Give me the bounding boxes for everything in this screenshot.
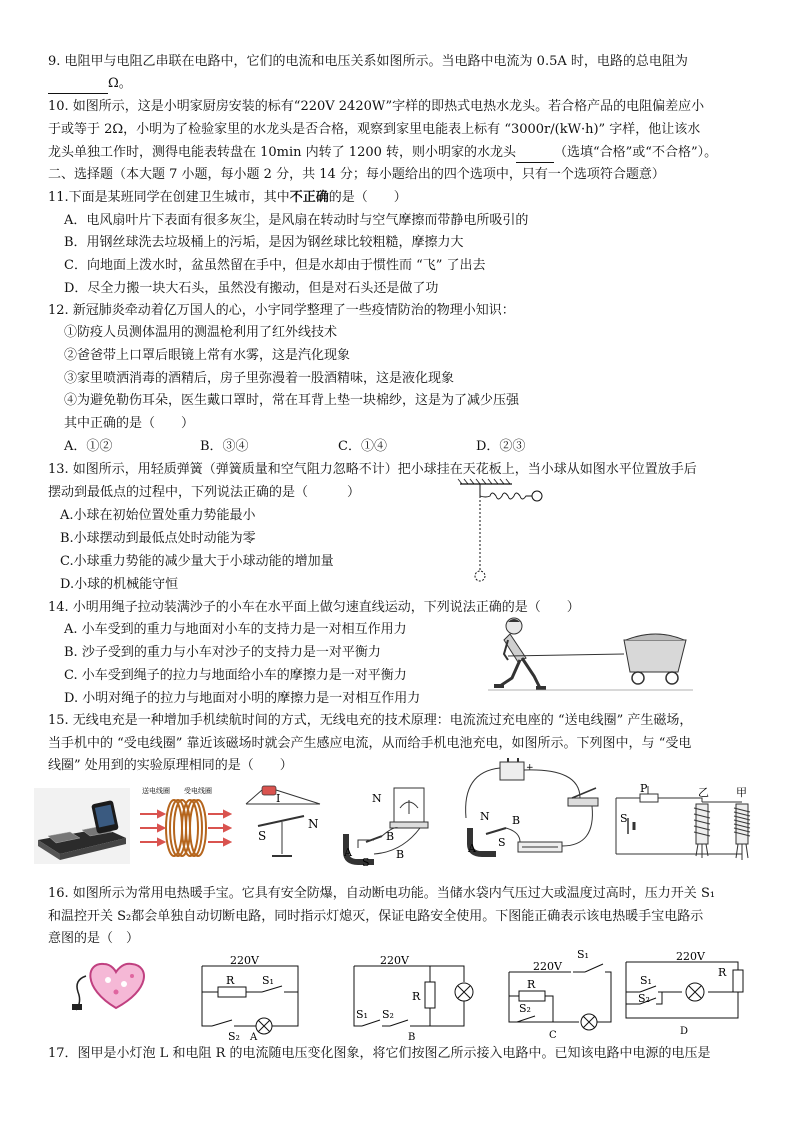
q10-line3 [48, 144, 717, 163]
circuit-d-voltage: 220V [676, 950, 705, 963]
fig-c-a-label: A [468, 842, 476, 855]
q12-option-b[interactable]: B．③④ [200, 439, 249, 454]
fig-b-s-label: S [362, 856, 370, 868]
q11-option-b[interactable]: B．用钢丝球洗去垃圾桶上的污垢，是因为钢丝球比较粗糙，摩擦力大 [64, 235, 464, 250]
q15-line3: 线圈” 处用到的实验原理相同的是（ ） [48, 758, 293, 773]
q10-line3-tail: （选填“合格”或“不合格”）。 [554, 145, 718, 160]
q12-item-2: ②爸爸带上口罩后眼镜上常有水雾，这是汽化现象 [64, 348, 351, 363]
fig-c-b-label: B [512, 814, 521, 827]
circuit-c-option: C [549, 1030, 557, 1040]
circuit-c-voltage: 220V [533, 960, 562, 973]
q12-stem: 12. 新冠肺炎牵动着亿万国人的心，小宇同学整理了一些疫情防治的物理小知识： [48, 303, 515, 318]
q9-unit: Ω。 [108, 76, 132, 91]
q11-option-d[interactable]: D．尽全力搬一块大石头，虽然没有搬动，但是对石头还是做了功 [64, 281, 439, 296]
fig-a-n-label: N [308, 817, 319, 831]
q14-option-d[interactable]: D. 小明对绳子的拉力与地面对小明的摩擦力是一对相互作用力 [64, 691, 421, 706]
fig-b-option-letter: B [396, 848, 405, 861]
circuit-d-r-label: R [718, 966, 727, 979]
q11-option-a[interactable]: A．电风扇叶片下表面有很多灰尘，是风扇在转动时与空气摩擦而带静电所吸引的 [64, 213, 529, 228]
q16-circuit-c[interactable] [505, 946, 617, 1040]
q13-option-d[interactable]: D.小球的机械能守恒 [60, 577, 179, 592]
q13-pendulum-figure [452, 478, 562, 588]
q14-boy-pulling-cart-figure [478, 614, 698, 696]
fig-d-yi-label: 乙 [698, 786, 709, 799]
q14-option-c[interactable]: C. 小车受到绳子的拉力与地面给小车的摩擦力是一对平衡力 [64, 668, 407, 683]
q14-stem: 14. 小明用绳子拉动装满沙子的小车在水平面上做匀速直线运动，下列说法正确的是（ ） [48, 600, 580, 615]
circuit-a-option: A [250, 1032, 258, 1040]
q12-item-3: ③家里喷洒消毒的酒精后，房子里弥漫着一股酒精味，这是液化现象 [64, 371, 455, 386]
q9-line1 [48, 53, 688, 71]
q15-line1: 15. 无线电充是一种增加手机续航时间的方式，无线电充的技术原理：电流流过充电座的 “送电线圈” 产生磁场， [48, 713, 693, 728]
q14-option-a[interactable]: A. 小车受到的重力与地面对小车的支持力是一对相互作用力 [64, 622, 407, 637]
q9-answer-blank[interactable] [48, 75, 108, 94]
circuit-c-r-label: R [527, 978, 536, 991]
q15-wireless-charger-photo [34, 788, 130, 864]
q15-option-d-figure[interactable] [612, 782, 758, 868]
q16-hand-warmer-photo [72, 958, 162, 1012]
q10-line1: 10. 如图所示，这是小明家厨房安装的标有“220V 2420W”字样的即热式电热水龙头。若合格产品的电阻偏差应小 [48, 99, 705, 114]
section-2-heading: 二、选择题（本大题 7 小题，每小题 2 分，共 14 分；每小题给出的四个选项中，只有一个选项符合题意） [48, 167, 665, 182]
q16-circuit-a[interactable] [198, 952, 304, 1040]
q15-option-a-figure[interactable] [236, 782, 328, 866]
q9-text: 9. 电阻甲与电阻乙串联在电路中，它们的电流和电压关系如图所示。当电路中电流为 0.5A 时，电路的总电阻为 [48, 54, 688, 69]
q16-circuit-d[interactable] [622, 946, 752, 1040]
circuit-a-s1-label: S₁ [262, 974, 274, 987]
q11-option-c[interactable]: C．向地面上泼水时，盆虽然留在手中，但是水却由于惯性而 “飞” 了出去 [64, 258, 486, 273]
fig-b-b-label: B [386, 830, 395, 843]
circuit-d-s1-label: S₁ [640, 974, 652, 987]
q15-option-c-figure[interactable] [460, 758, 610, 868]
q13-option-a[interactable]: A.小球在初始位置处重力势能最小 [60, 508, 256, 523]
circuit-c-s2-label: S₂ [519, 1002, 531, 1015]
q12-item-4: ④为避免勒伤耳朵，医生戴口罩时，常在耳背上垫一块棉纱，这是为了减少压强 [64, 393, 520, 408]
q11-stem [48, 189, 407, 207]
circuit-a-voltage: 220V [230, 954, 259, 967]
coil-send-label: 送电线圈 [142, 787, 170, 795]
q13-line2: 摆动到最低点的过程中，下列说法正确的是（ ） [48, 485, 361, 500]
q13-option-b[interactable]: B.小球摆动到最低点处时动能为零 [60, 531, 256, 546]
circuit-d-s2-label: S₂ [638, 992, 650, 1005]
q16-line2: 和温控开关 S₂都会单独自动切断电路，同时指示灯熄灭，保证电路安全使用。下图能正确表示该电热暖手宝电路示 [48, 909, 704, 924]
fig-b-a-label: A [344, 846, 352, 859]
q14-option-b[interactable]: B. 沙子受到的重力与小车对沙子的支持力是一对平衡力 [64, 645, 381, 660]
circuit-b-option: B [408, 1032, 416, 1040]
circuit-b-s2-label: S₂ [382, 1008, 394, 1021]
q16-circuit-b[interactable] [350, 952, 484, 1040]
q10-line2: 于或等于 2Ω，小明为了检验家里的水龙头是否合格，观察到家里电能表上标有 “3000r/(kW·h)” 字样，他让该水 [48, 122, 701, 137]
circuit-a-s2-label: S₂ [228, 1030, 240, 1040]
circuit-b-s1-label: S₁ [356, 1008, 368, 1021]
q13-option-c[interactable]: C.小球重力势能的减少量大于小球动能的增加量 [60, 554, 334, 569]
fig-c-s-label: S [498, 836, 506, 849]
circuit-a-r-label: R [226, 974, 235, 987]
q13-line1: 13. 如图所示，用轻质弹簧（弹簧质量和空气阻力忽略不计）把小球挂在天花板上，当小球从如图水平位置放手后 [48, 462, 697, 477]
fig-b-n-label: N [372, 792, 382, 805]
fig-a-s-label: S [258, 829, 267, 843]
q9-line2 [48, 75, 132, 94]
circuit-b-voltage: 220V [380, 954, 409, 967]
fig-a-current-label: I [276, 792, 281, 805]
q16-line3: 意图的是（ ） [48, 931, 140, 946]
q10-answer-blank[interactable] [516, 144, 554, 163]
q15-coils-figure [136, 784, 232, 866]
q17-line1: 17．图甲是小灯泡 L 和电阻 R 的电流随电压变化图象，将它们按图乙所示接入电路中。已知该电路中电源的电压是 [48, 1046, 711, 1061]
q11-stem-emph: 不正确 [289, 190, 329, 205]
q16-line1: 16. 如图所示为常用电热暖手宝。它具有安全防爆，自动断电功能。当储水袋内气压过大或温度过高时，压力开关 S₁ [48, 886, 716, 901]
fig-c-n-label: N [480, 810, 490, 823]
q12-option-d[interactable]: D．②③ [476, 439, 526, 454]
battery-plus: + [526, 763, 534, 773]
fig-d-jia-label: 甲 [736, 786, 747, 799]
q10-line3-text: 龙头单独工作时，测得电能表转盘在 10min 内转了 1200 转，则小明家的水龙头 [48, 145, 517, 160]
circuit-c-s1-label: S₁ [577, 948, 589, 961]
circuit-d-option: D [680, 1026, 689, 1037]
q12-ask: 其中正确的是（ ） [64, 416, 195, 431]
q11-stem-c: 的是（ ） [328, 190, 407, 205]
q15-line2: 当手机中的 “受电线圈” 靠近该磁场时就会产生感应电流，从而给手机电池充电，如图所示。下列图中，与 “受电 [48, 736, 692, 751]
q12-option-c[interactable]: C．①④ [338, 439, 387, 454]
coil-recv-label: 受电线圈 [184, 787, 212, 795]
q12-option-a[interactable]: A．①② [64, 439, 113, 454]
fig-d-p-label: P [640, 782, 648, 795]
q15-option-b-figure[interactable] [336, 782, 454, 868]
circuit-b-r-label: R [412, 990, 421, 1003]
q12-item-1: ①防疫人员测体温用的测温枪利用了红外线技术 [64, 325, 338, 340]
fig-d-s-label: S [620, 812, 628, 825]
q11-stem-a: 11.下面是某班同学在创建卫生城市，其中 [48, 190, 290, 205]
